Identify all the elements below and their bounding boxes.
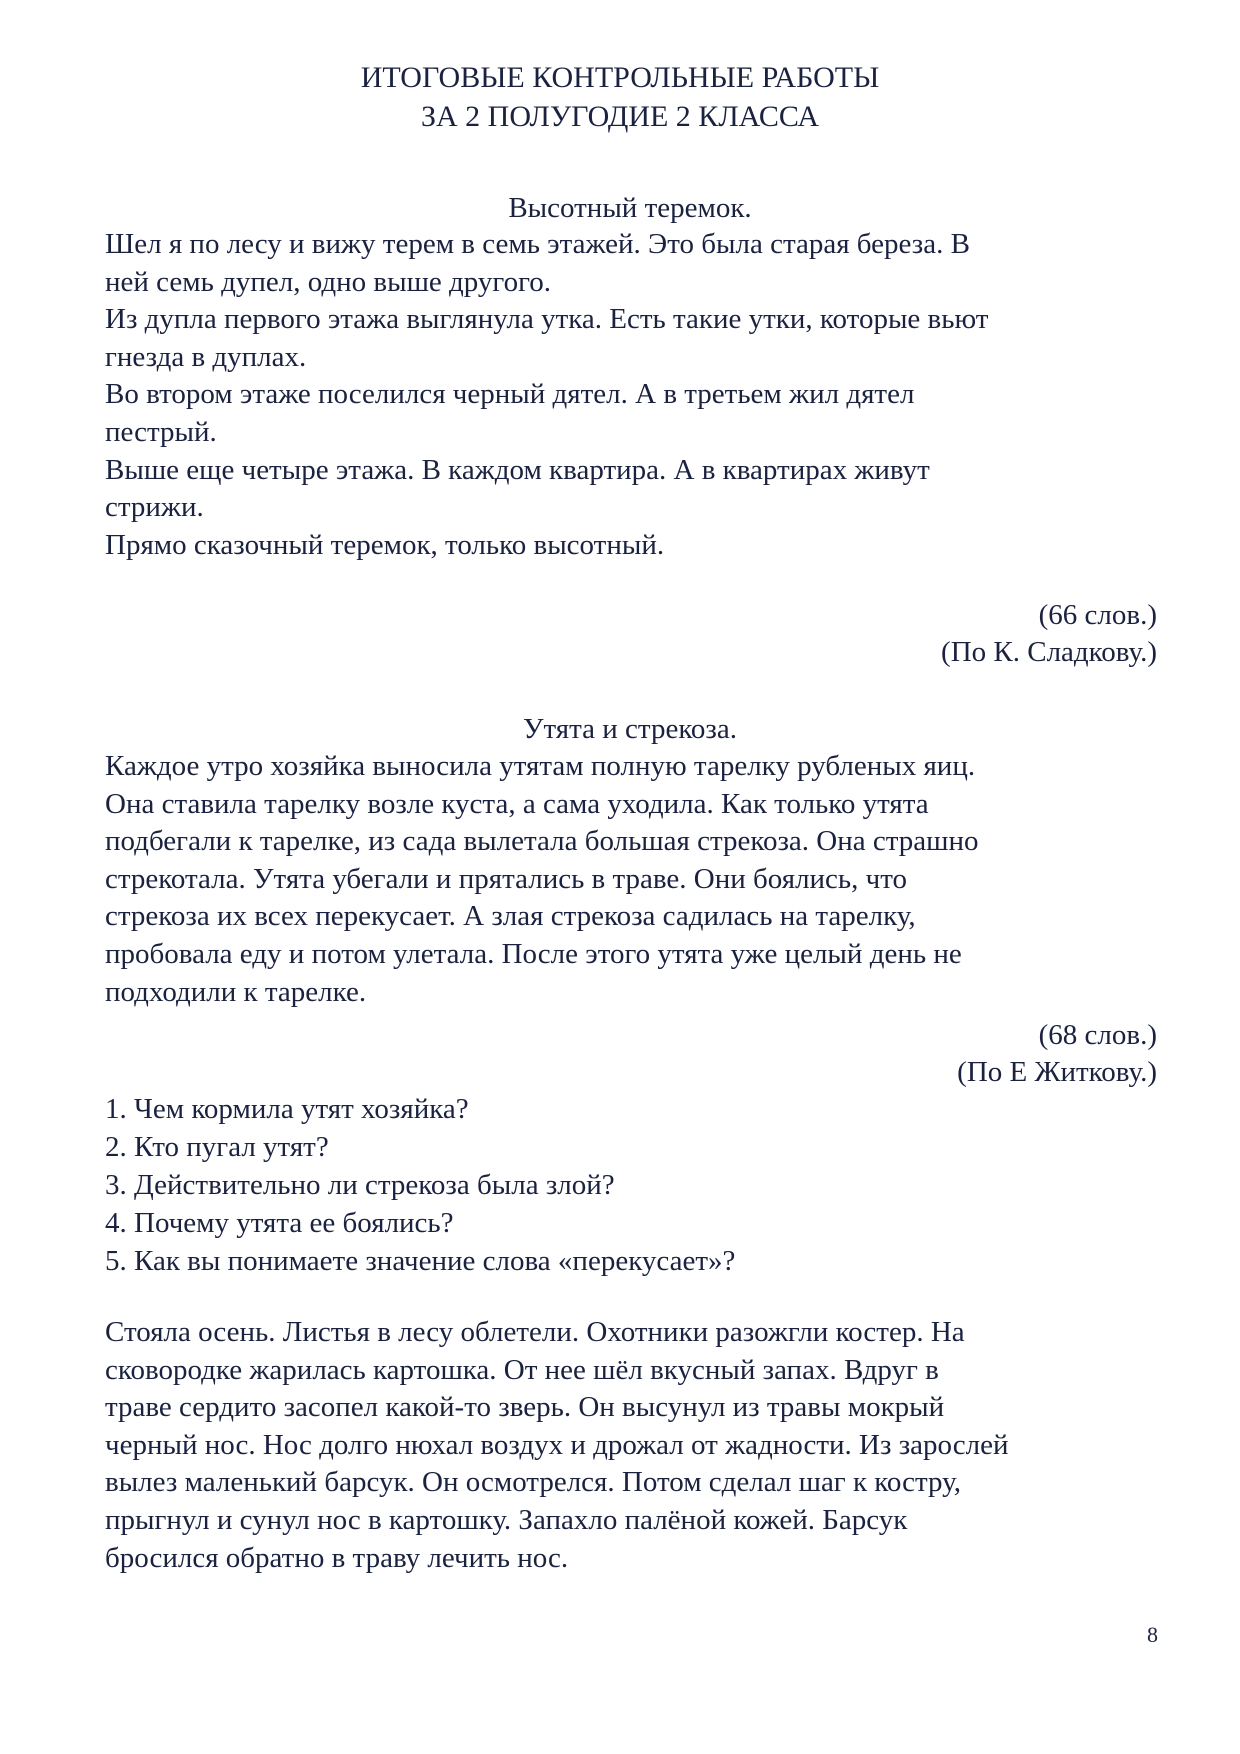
text1-author: (По К. Сладкову.) (941, 636, 1157, 668)
text-line: траве сердито засопел какой-то зверь. Он высунул из травы мокрый (105, 1391, 945, 1424)
text-line: стрекоза их всех перекусает. А злая стрекоза садилась на тарелку, (105, 900, 916, 933)
text-line: стрижи. (105, 491, 204, 524)
question-item: 3. Действительно ли стрекоза была злой? (105, 1169, 615, 1201)
text1-paragraph (105, 226, 1155, 564)
text-line: гнезда в дуплах. (105, 340, 307, 373)
text1-word-count: (66 слов.) (1038, 599, 1157, 631)
text-line: Из дупла первого этажа выглянула утка. Есть такие утки, которые вьют (105, 303, 989, 336)
text1-title: Высотный теремок. (508, 192, 752, 224)
question-item: 1. Чем кормила утят хозяйка? (105, 1093, 469, 1125)
header-line-2: ЗА 2 ПОЛУГОДИЕ 2 КЛАССА (420, 100, 820, 133)
text-line: стрекотала. Утята убегали и прятались в траве. Они боялись, что (105, 862, 908, 895)
header-line-1: ИТОГОВЫЕ КОНТРОЛЬНЫЕ РАБОТЫ (360, 61, 880, 94)
question-item: 2. Кто пугал утят? (105, 1131, 329, 1163)
text-line: прыгнул и сунул нос в картошку. Запахло палёной кожей. Барсук (105, 1503, 908, 1536)
text-line: Прямо сказочный теремок, только высотный. (105, 528, 665, 561)
document-header (0, 58, 1240, 136)
text-line: бросился обратно в траву лечить нос. (105, 1541, 569, 1574)
text-line: пестрый. (105, 415, 217, 448)
text-line: Шел я по лесу и вижу терем в семь этажей. Это была старая береза. В (105, 228, 970, 260)
text-line: подходили к тарелке. (105, 975, 367, 1008)
text-line: подбегали к тарелке, из сада вылетала большая стрекоза. Она страшно (105, 825, 979, 858)
page-number: 8 (1147, 1622, 1158, 1647)
text-line: Она ставила тарелку возле куста, а сама уходила. Как только утята (105, 787, 929, 820)
text2-author: (По Е Житкову.) (957, 1056, 1157, 1088)
text2-word-count: (68 слов.) (1038, 1019, 1157, 1051)
text-line: сковородке жарилась картошка. От нее шёл вкусный запах. Вдруг в (105, 1353, 939, 1386)
question-item: 5. Как вы понимаете значение слова «перекусает»? (105, 1245, 736, 1277)
text-line: пробовала еду и потом улетала. После этого утята уже целый день не (105, 937, 962, 970)
questions-list (105, 1090, 1155, 1280)
text-line: черный нос. Нос долго нюхал воздух и дрожал от жадности. Из зарослей (105, 1428, 1009, 1461)
question-item: 4. Почему утята ее боялись? (105, 1207, 454, 1239)
text-line: Выше еще четыре этажа. В каждом квартира. А в квартирах живут (105, 453, 930, 486)
text2-paragraph (105, 748, 1155, 1011)
text-line: вылез маленький барсук. Он осмотрелся. Потом сделал шаг к костру, (105, 1466, 961, 1499)
text-line: Стояла осень. Листья в лесу облетели. Охотники разожгли костер. На (105, 1316, 965, 1348)
text-line: Во втором этаже поселился черный дятел. А в третьем жил дятел (105, 378, 915, 411)
text-line: ней семь дупел, одно выше другого. (105, 265, 551, 298)
text3-paragraph (105, 1314, 1155, 1577)
text2-title: Утята и стрекоза. (522, 713, 738, 745)
text-line: Каждое утро хозяйка выносила утятам полную тарелку рубленых яиц. (105, 750, 976, 782)
